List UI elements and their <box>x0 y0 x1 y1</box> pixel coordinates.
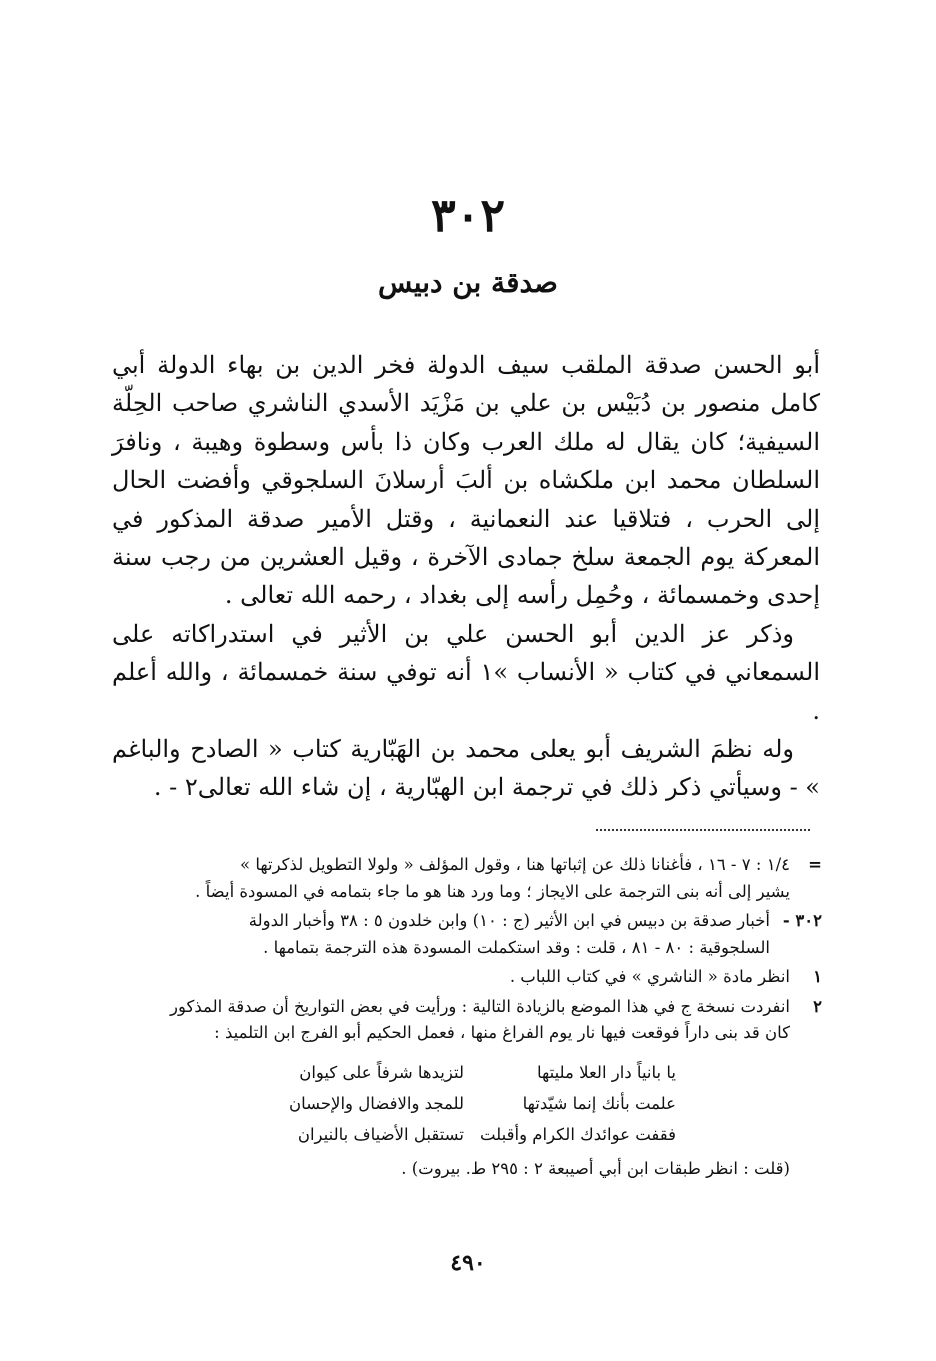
footnote-body <box>110 964 790 991</box>
footnote-body <box>110 852 790 905</box>
footnote-line: انفردت نسخة ج في هذا الموضع بالزيادة التالية : ورأيت في بعض التواريخ أن صدقة المذكور <box>170 996 790 1016</box>
poem-hemistich: تستقبل الأضياف بالنيران <box>297 1124 464 1144</box>
footnote-entry-sources <box>110 908 822 961</box>
biography-paragraph: وله نظمَ الشريف أبو يعلى محمد بن الهَبّارية كتاب « الصادح والباغم » - وسيأتي ذكر ذلك في ترجمة ابن الهبّارية ، إن شاء الله تعالى٢ - . <box>112 735 820 802</box>
poem-hemistich: فقفت عوائدك الكرام وأقبلت <box>479 1124 676 1144</box>
footnote-marker: = <box>808 855 822 874</box>
footnote-body <box>110 994 790 1183</box>
footnote-continued <box>110 852 822 905</box>
poem-hemistich: للمجد والافضال والإحسان <box>288 1093 464 1113</box>
entry-number: ٣٠٢ <box>430 188 506 242</box>
footnote-marker: ٢ <box>813 996 822 1016</box>
poem-hemistich: علمت بأنك إنما شيّدتها <box>522 1093 676 1113</box>
poem-verse <box>110 1057 676 1088</box>
footnote-line: ١/٤ : ٧ - ١٦ ، فأغنانا ذلك عن إثباتها هنا ، وقول المؤلف « ولولا التطويل لذكرتها » <box>240 855 790 874</box>
biography-text <box>112 346 820 807</box>
poem-hemistich: لتزيدها شرفاً على كيوان <box>299 1062 464 1082</box>
footnote-line: انظر مادة « الناشري » في كتاب اللباب . <box>509 967 790 986</box>
footnote-line: كان قد بنى داراً فوقعت فيها نار يوم الفراغ منها ، فعمل الحكيم أبو الفرج ابن التلميذ : <box>214 1023 790 1042</box>
biography-paragraph: أبو الحسن صدقة الملقب سيف الدولة فخر الدين بن بهاء الدولة أبي كامل منصور بن دُبَيْس بن علي بن مَزْيَد الأسدي الناشري صاحب الحِلّة السيفية؛ كان يقال له ملك العرب وكان ذا بأس وسطوة وهيبة ، ونافرَ السلطان محمد ابن ملكشاه بن ألبَ أرسلانَ السلجوقي وأفضت الحال إلى الحرب ، فتلاقيا عند النعمانية ، وقتل الأمير صدقة المذكور في المعركة يوم الجمعة سلخ جمادى الآخرة ، وقيل العشرين من رجب سنة إحدى وخمسمائة ، وحُمِل رأسه إلى بغداد ، رحمه الله تعالى . <box>112 351 820 610</box>
page-number: ٤٩٠ <box>450 1250 486 1276</box>
biography-paragraph: وذكر عز الدين أبو الحسن علي بن الأثير في استدراكاته على السمعاني في كتاب « الأنساب »١ أنه توفي سنة خمسمائة ، والله أعلم . <box>112 619 820 725</box>
footnote-closing: (قلت : انظر طبقات ابن أبي أصيبعة ٢ : ٢٩٥ ط. بيروت) . <box>401 1158 790 1178</box>
poem-verse <box>110 1119 676 1150</box>
poem-verse <box>110 1088 676 1119</box>
footnote-2 <box>110 994 822 1183</box>
poem-hemistich: يا بانياً دار العلا مليتها <box>536 1062 676 1082</box>
poem <box>110 1057 676 1150</box>
footnote-line: يشير إلى أنه بنى الترجمة على الايجاز ؛ وما ورد هنا هو ما جاء بتمامه في المسودة أيضاً . <box>195 881 790 901</box>
footnote-body <box>110 908 770 961</box>
footnote-marker: ١ <box>813 967 822 986</box>
footnote-separator <box>596 829 810 831</box>
footnotes <box>110 852 822 1185</box>
footnote-line: السلجوقية : ٨٠ - ٨١ ، قلت : وقد استكملت المسودة هذه الترجمة بتمامها . <box>263 937 770 957</box>
footnote-marker: ٣٠٢ - <box>782 911 822 930</box>
footnote-line: أخبار صدقة بن دبيس في ابن الأثير (ج : ١٠) وابن خلدون ٥ : ٣٨ وأخبار الدولة <box>248 911 770 930</box>
entry-title: صدقة بن دبيس <box>378 266 558 299</box>
footnote-1 <box>110 964 822 991</box>
